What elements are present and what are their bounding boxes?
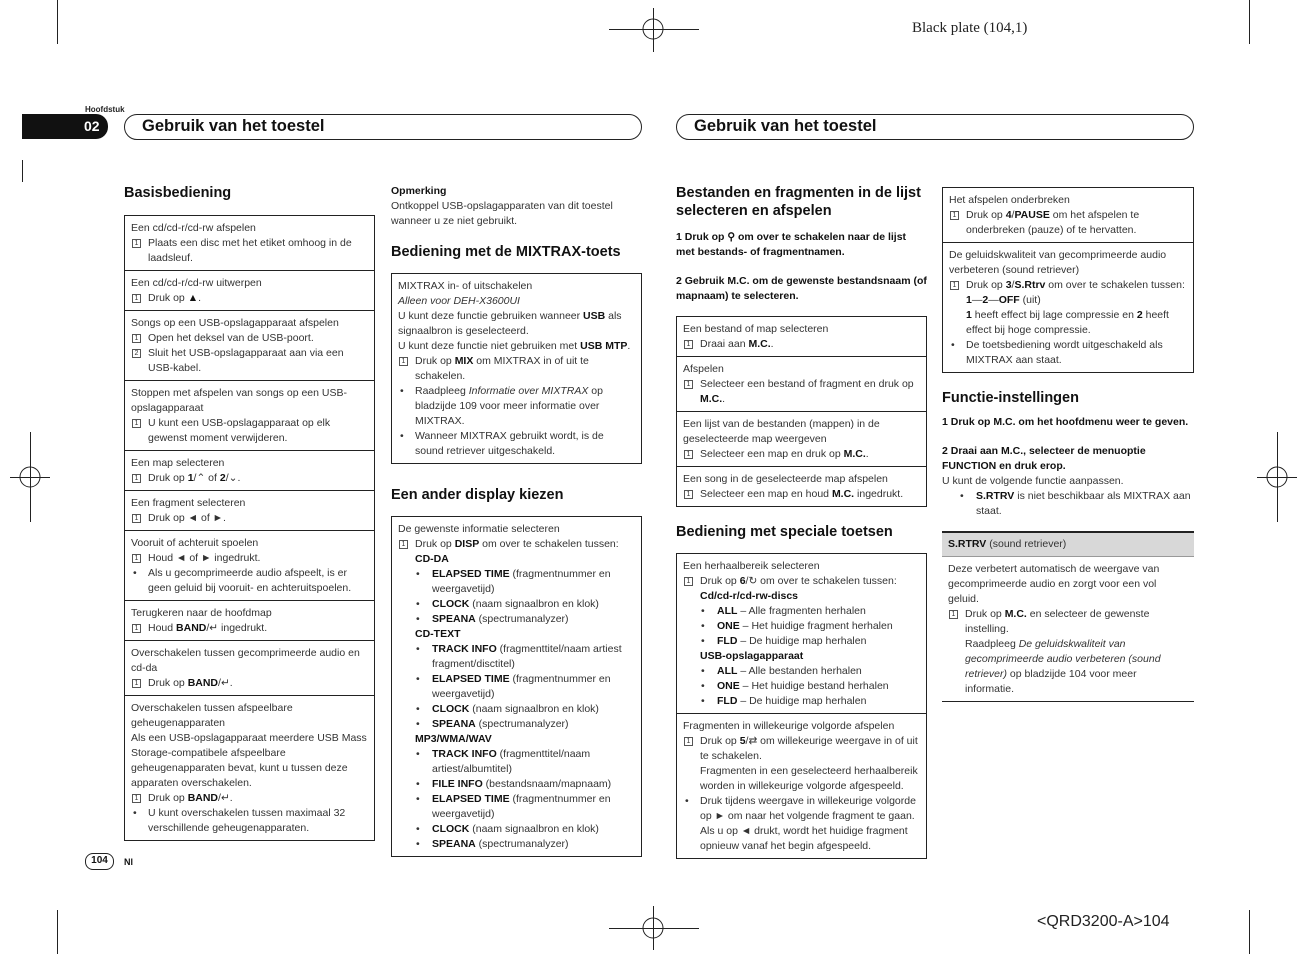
option-item: • FLD – De huidige map herhalen <box>683 634 920 649</box>
option-item: • SPEANA (spectrumanalyzer) <box>398 717 635 732</box>
repeat-icon: ↻ <box>748 575 758 587</box>
search-icon: ⚲ <box>727 231 736 243</box>
chapter-label: Hoofdstuk <box>85 105 125 114</box>
option-item: • ELAPSED TIME (fragmentnummer en weergavetijd) <box>398 792 635 822</box>
band-escape-icon: ↵ <box>209 622 219 634</box>
down-arrow-icon: ⌄ <box>228 472 238 484</box>
option-group-heading: CD-DA <box>415 553 449 565</box>
option-group-heading: USB-opslagapparaat <box>700 650 804 662</box>
eject-icon: ▲ <box>187 292 199 304</box>
section-heading-special-keys: Bediening met speciale toetsen <box>676 524 893 540</box>
section-select-track: Een fragment selecteren 1 Druk op ◄ of ►. <box>125 490 374 530</box>
section-seek: Vooruit of achteruit spoelen 1 Houd ◄ of ► ingedrukt. • Als u gecomprimeerde audio afspeelt, is er geen geluid bij vooruit- en achteruitspoelen. <box>125 530 374 600</box>
option-item: • ONE – Het huidige bestand herhalen <box>683 679 920 694</box>
column-3 <box>676 184 927 859</box>
option-item: • TRACK INFO (fragmenttitel/naam artiest/albumtitel) <box>398 747 635 777</box>
section-play-cd: Een cd/cd-r/cd-rw afspelen 1 Plaats een disc met het etiket omhoog in de laadsleuf. <box>131 222 352 264</box>
chapter-title-left: Gebruik van het toestel <box>124 114 642 140</box>
section-switch-memory: Overschakelen tussen afspeelbare geheugenapparaten Als een USB-opslagapparaat meerdere USB Mass Storage-compatibele afspeelbare geheugenapparaten bevat, kunt u tussen deze apparaten overschakelen. 1 Druk op BAND/↵. • U kunt overschakelen tussen maximaal 32 verschillende geheugenapparaten. <box>125 695 374 840</box>
chapter-title-right: Gebruik van het toestel <box>676 114 1194 140</box>
srtrv-table: S.RTRV (sound retriever) Deze verbetert automatisch de weergave van gecomprimeerde audio en zorgt voor een vol geluid. 1 Druk op M.C. en selecteer de gewenste instelling. Raadpleeg De geluidskwaliteit van gecomprimeerde audio verbeteren (sound retriever) op bladzijde 104 voor meer informatie. <box>942 531 1194 702</box>
section-heading-list: Bestanden en fragmenten in de lijst selecteren en afspelen <box>676 185 921 219</box>
list-box: Een bestand of map selecteren 1 Draai aan M.C.. Afspelen 1 Selecteer een bestand of fragment en druk op M.C.. Een lijst van de bestanden (mappen) in de geselecteerde map weergeven 1 Selecteer een map en druk op M.C.. Een song in de geselecteerde map afspelen 1 Selecteer een map en houd M.C. ingedrukt. <box>676 316 927 507</box>
option-group-heading: MP3/WMA/WAV <box>415 733 492 745</box>
section-usb-play: Songs op een USB-opslagapparaat afspelen 1 Open het deksel van de USB-poort. 2 Sluit het USB-opslagapparaat aan via een USB-kabel. <box>125 310 374 380</box>
option-item: • ONE – Het huidige fragment herhalen <box>683 619 920 634</box>
list-step-2: 2 Gebruik M.C. om de gewenste bestandsnaam (of mapnaam) te selecteren. <box>676 275 927 302</box>
section-heading-basisbediening: Basisbediening <box>124 185 232 201</box>
section-eject-cd: Een cd/cd-r/cd-rw uitwerpen 1 Druk op ▲. <box>125 270 374 310</box>
band-escape-icon: ↵ <box>220 677 230 689</box>
option-item: • ALL – Alle fragmenten herhalen <box>683 604 920 619</box>
option-group-heading: CD-TEXT <box>415 628 461 640</box>
shuffle-icon: ⇄ <box>748 735 758 747</box>
section-switch-audio: Overschakelen tussen gecomprimeerde audio en cd-da 1 Druk op BAND/↵. <box>125 640 374 695</box>
option-item: • CLOCK (naam signaalbron en klok) <box>398 597 635 612</box>
section-root-folder: Terugkeren naar de hoofdmap 1 Houd BAND/↵ ingedrukt. <box>125 600 374 640</box>
option-item: • FLD – De huidige map herhalen <box>683 694 920 709</box>
column-2 <box>391 184 642 857</box>
section-heading-functions: Functie-instellingen <box>942 390 1079 406</box>
note-title: Opmerking <box>391 185 447 197</box>
column-1 <box>124 184 375 841</box>
list-step-1: 1 Druk op ⚲ om over te schakelen naar de lijst met bestands- of fragmentnamen. <box>676 231 907 258</box>
option-item: • SPEANA (spectrumanalyzer) <box>398 837 635 852</box>
option-item: • TRACK INFO (fragmenttitel/naam artiest fragment/disctitel) <box>398 642 635 672</box>
page-number: 104 <box>85 853 114 870</box>
option-item: • ELAPSED TIME (fragmentnummer en weergavetijd) <box>398 567 635 597</box>
special-keys-box: Een herhaalbereik selecteren 1 Druk op 6/↻ om over te schakelen tussen: Cd/cd-r/cd-rw-discs • ALL – Alle fragmenten herhalen • ONE – Het huidige fragment herhalen • FLD – De huidige map herhalen USB-opslagapparaat • ALL – Alle bestanden herhalen • ONE – Het huidige bestand herhalen • FLD – De huidige map herhalen Fragmenten in willekeurige volgorde afspelen 1 Druk op 5/⇄ om willekeurige weergave in of uit te schakelen. Fragmenten in een geselecteerd herhaalbereik worden in willekeurige volgorde afgespeeld. • Druk tijdens weergave in willekeurige volgorde op ► om naar het volgende fragment te gaan. Als u op ◄ drukt, wordt het huidige fragment opnieuw vanaf het begin afgespeeld. <box>676 553 927 859</box>
band-escape-icon: ↵ <box>220 792 230 804</box>
mixtrax-box: MIXTRAX in- of uitschakelen Alleen voor DEH-X3600UI U kunt deze functie gebruiken wanneer USB als signaalbron is geselecteerd. U kunt deze functie niet gebruiken met USB MTP. 1 Druk op MIX om MIXTRAX in of uit te schakelen. • Raadpleeg Informatie over MIXTRAX op bladzijde 109 voor meer informatie over MIXTRAX. • Wanneer MIXTRAX gebruikt wordt, is de sound retriever uitgeschakeld. <box>391 273 642 464</box>
pause-retriever-box: Het afspelen onderbreken 1 Druk op 4/PAUSE om het afspelen te onderbreken (pauze) of te hervatten. De geluidskwaliteit van gecomprimeerde audio verbeteren (sound retriever) 1 Druk op 3/S.Rtrv om over te schakelen tussen: 1—2—OFF (uit) 1 heeft effect bij lage compressie en 2 heeft effect bij hoge compressie. • De toetsbediening wordt uitgeschakeld als MIXTRAX aan staat. <box>942 187 1194 373</box>
option-item: • FILE INFO (bestandsnaam/mapnaam) <box>398 777 635 792</box>
chapter-number: 02 <box>22 114 108 139</box>
option-item: • ALL – Alle bestanden herhalen <box>683 664 920 679</box>
option-item: • SPEANA (spectrumanalyzer) <box>398 612 635 627</box>
option-item: • CLOCK (naam signaalbron en klok) <box>398 822 635 837</box>
note-text: Ontkoppel USB-opslagapparaten van dit toestel wanneer u ze niet gebruikt. <box>391 200 613 227</box>
up-arrow-icon: ⌃ <box>196 472 206 484</box>
basisbediening-box <box>124 215 375 841</box>
section-select-folder: Een map selecteren 1 Druk op 1/⌃ of 2/⌄. <box>125 450 374 490</box>
option-item: • ELAPSED TIME (fragmentnummer en weergavetijd) <box>398 672 635 702</box>
srtrv-header: S.RTRV (sound retriever) <box>942 531 1194 556</box>
section-heading-display: Een ander display kiezen <box>391 487 564 503</box>
section-usb-stop: Stoppen met afspelen van songs op een USB-opslagapparaat 1 U kunt een USB-opslagapparaat op elk gewenst moment verwijderen. <box>125 380 374 450</box>
section-heading-mixtrax: Bediening met de MIXTRAX-toets <box>391 244 621 260</box>
option-group-heading: Cd/cd-r/cd-rw-discs <box>700 590 799 602</box>
plate-label: Black plate (104,1) <box>912 20 1028 36</box>
document-code: <QRD3200-A>104 <box>1037 913 1170 930</box>
display-box: De gewenste informatie selecteren 1 Druk op DISP om over te schakelen tussen: CD-DA • ELAPSED TIME (fragmentnummer en weergavetijd) • CLOCK (naam signaalbron en klok) • SPEANA (spectrumanalyzer) CD-TEXT • TRACK INFO (fragmenttitel/naam artiest fragment/disctitel) • ELAPSED TIME (fragmentnummer en weergavetijd) • CLOCK (naam signaalbron en klok) • SPEANA (spectrumanalyzer) MP3/WMA/WAV • TRACK INFO (fragmenttitel/naam artiest/albumtitel) • FILE INFO (bestandsnaam/mapnaam) • ELAPSED TIME (fragmentnummer en weergavetijd) • CLOCK (naam signaalbron en klok) • SPEANA (spectrumanalyzer) <box>391 516 642 857</box>
column-4: Het afspelen onderbreken 1 Druk op 4/PAUSE om het afspelen te onderbreken (pauze) of te hervatten. De geluidskwaliteit van gecomprimeerde audio verbeteren (sound retriever) 1 Druk op 3/S.Rtrv om over te schakelen tussen: 1—2—OFF (uit) 1 heeft effect bij lage compressie en 2 heeft effect bij hoge compressie. • De toetsbediening wordt uitgeschakeld als MIXTRAX aan staat. Functie-instellingen 1 Druk op M.C. om het hoofdmenu weer te geven. 2 Draai aan M.C., selecteer de menuoptie FUNCTION en druk erop. U kunt de volgende functie aanpassen. • S.RTRV is niet beschikbaar als MIXTRAX aan staat. S.RTRV (sound retriever) Deze verbetert automatisch de weergave van gecomprimeerde audio en zorgt voor een vol geluid. 1 Druk op M.C. en selecteer de gewenste instelling. Raadpleeg De geluidskwaliteit van gecomprimeerde audio verbeteren (sound retriever) op bladzijde 104 voor meer informatie. <box>942 187 1194 702</box>
language-code: Nl <box>124 857 133 867</box>
option-item: • CLOCK (naam signaalbron en klok) <box>398 702 635 717</box>
